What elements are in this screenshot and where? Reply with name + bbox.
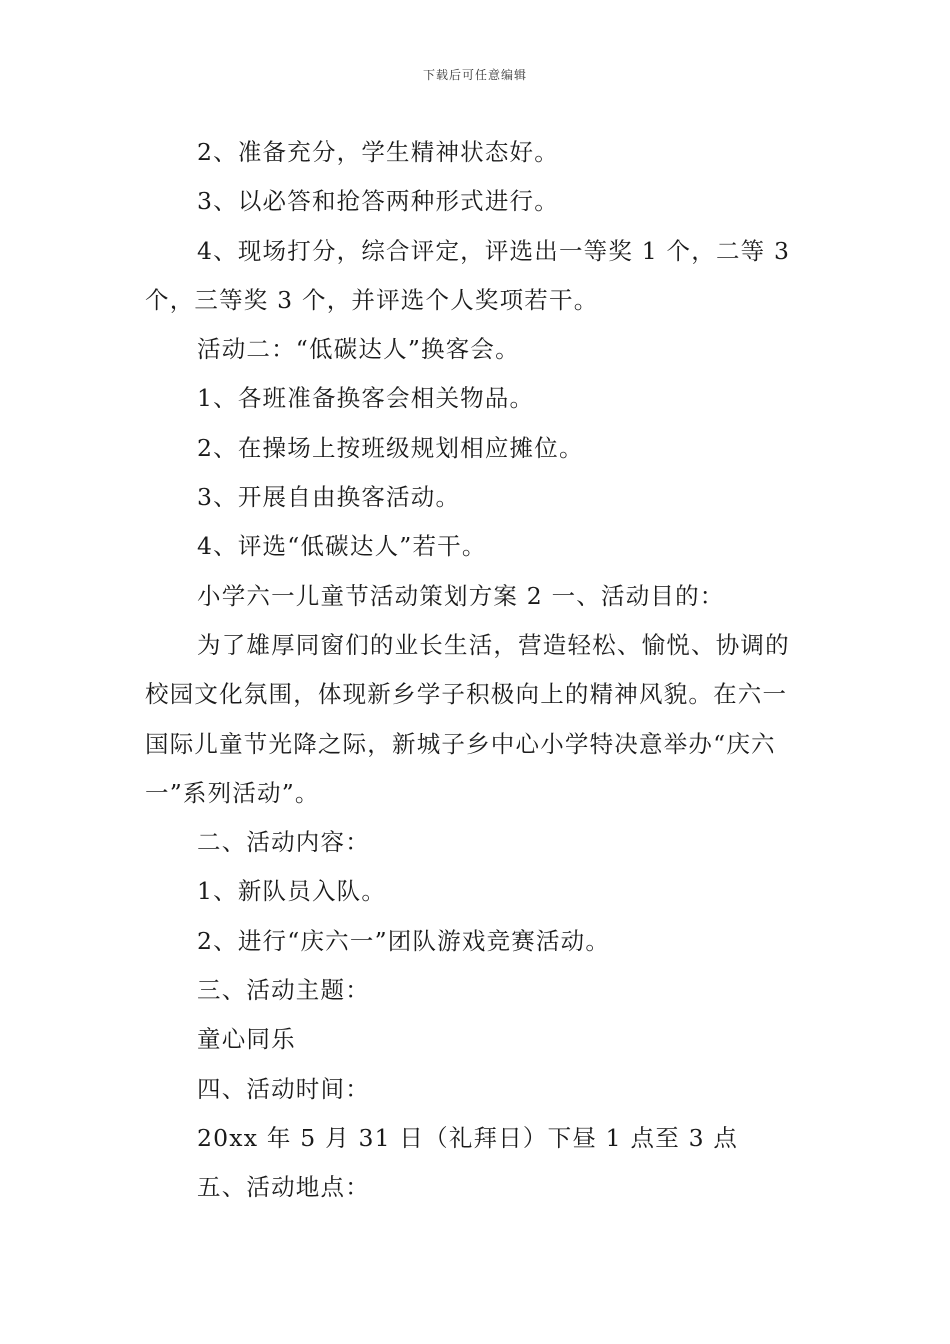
paragraph: 2、进行“庆六一”团队游戏竞赛活动。 [197, 926, 611, 955]
paragraph: 4、现场打分，综合评定，评选出一等奖 1 个，二等 3 个，三等奖 3 个，并评选个人奖项若干。 [145, 236, 791, 314]
paragraph: 3、开展自由换客活动。 [197, 483, 461, 512]
paragraph: 童心同乐 [197, 1025, 296, 1054]
paragraph: 1、新队员入队。 [197, 877, 387, 906]
section-heading: 四、活动时间： [197, 1074, 370, 1103]
section-heading: 小学六一儿童节活动策划方案 2 一、活动目的： [197, 581, 725, 610]
paragraph: 20xx 年 5 月 31 日（礼拜日）下昼 1 点至 3 点 [197, 1123, 739, 1152]
paragraph: 2、在操场上按班级规划相应摊位。 [197, 433, 584, 462]
paragraph: 1、各班准备换客会相关物品。 [197, 384, 535, 413]
paragraph: 3、以必答和抢答两种形式进行。 [197, 187, 559, 216]
section-heading: 三、活动主题： [197, 976, 370, 1005]
paragraph: 2、准备充分，学生精神状态好。 [197, 138, 559, 166]
section-heading: 五、活动地点： [197, 1173, 370, 1202]
paragraph: 活动二：“低碳达人”换客会。 [197, 335, 520, 364]
section-heading: 二、活动内容： [197, 828, 370, 857]
document-body [145, 128, 810, 1213]
page-header: 下载后可任意编辑 [422, 68, 527, 82]
paragraph: 为了雄厚同窗们的业长生活，营造轻松、愉悦、协调的校园文化氛围，体现新乡学子积极向上的精神风貌。在六一国际儿童节光降之际，新城子乡中心小学特决意举办“庆六一”系列活动”。 [145, 630, 790, 807]
paragraph: 4、评选“低碳达人”若干。 [197, 532, 487, 561]
